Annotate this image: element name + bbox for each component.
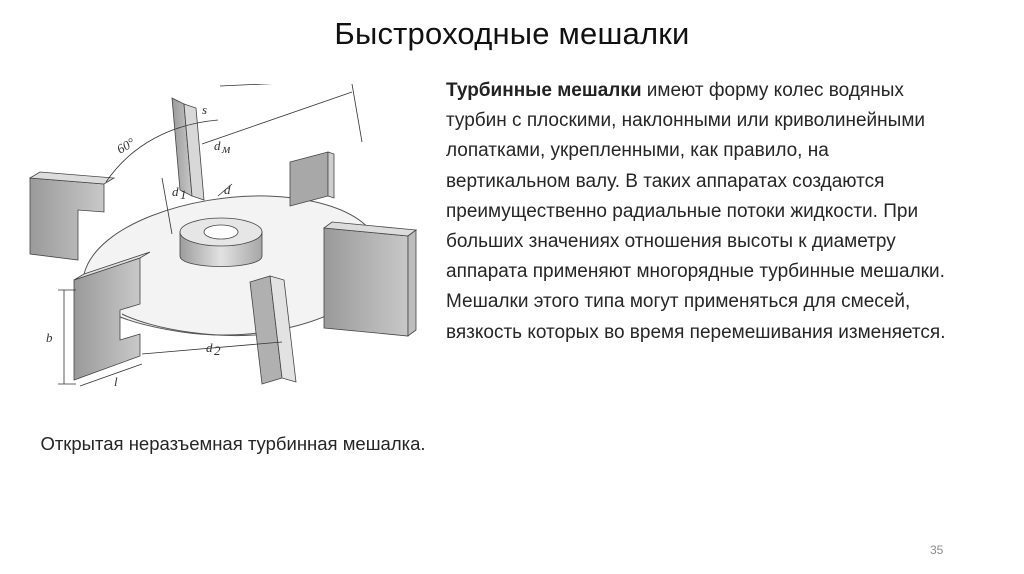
body-paragraph [446,76,946,348]
figure-caption: Открытая неразъемная турбинная мешалка. [40,433,426,454]
turbine-mixer-drawing [22,84,432,414]
d1-label: d [172,184,179,199]
turbine-mixer-figure [22,84,432,414]
d2-label: d [206,340,213,355]
blade-upper-right [290,152,334,206]
slide-title: Быстроходные мешалки [334,16,690,51]
angle-label: 60° [114,134,138,157]
d2-subscript: 2 [214,343,221,358]
b-label: b [46,330,53,345]
d-label: d [224,182,231,197]
body-text: имеют форму колес водяных турбин с плоскими, наклонными или криволинейными лопатками, укрепленными, как правило, на вертикальном валу. В таких аппаратах создаются преимущественно радиальные потоки жидкости. При больших значениях отношения высоты к диаметру аппарата применяют многорядные турбинные мешалки. Мешалки этого типа могут применяться для смесей, вязкость которых во время перемешивания изменяется. [446,80,946,343]
s-label: s [202,102,208,117]
body-term: Турбинные мешалки [446,80,642,101]
l-label: l [114,374,118,389]
dm-subscript: м [222,141,231,156]
hub [180,218,262,267]
d1-subscript: 1 [180,187,187,202]
blade-right [324,222,416,336]
dm-label: d [214,138,221,153]
page-number: 35 [930,543,944,557]
